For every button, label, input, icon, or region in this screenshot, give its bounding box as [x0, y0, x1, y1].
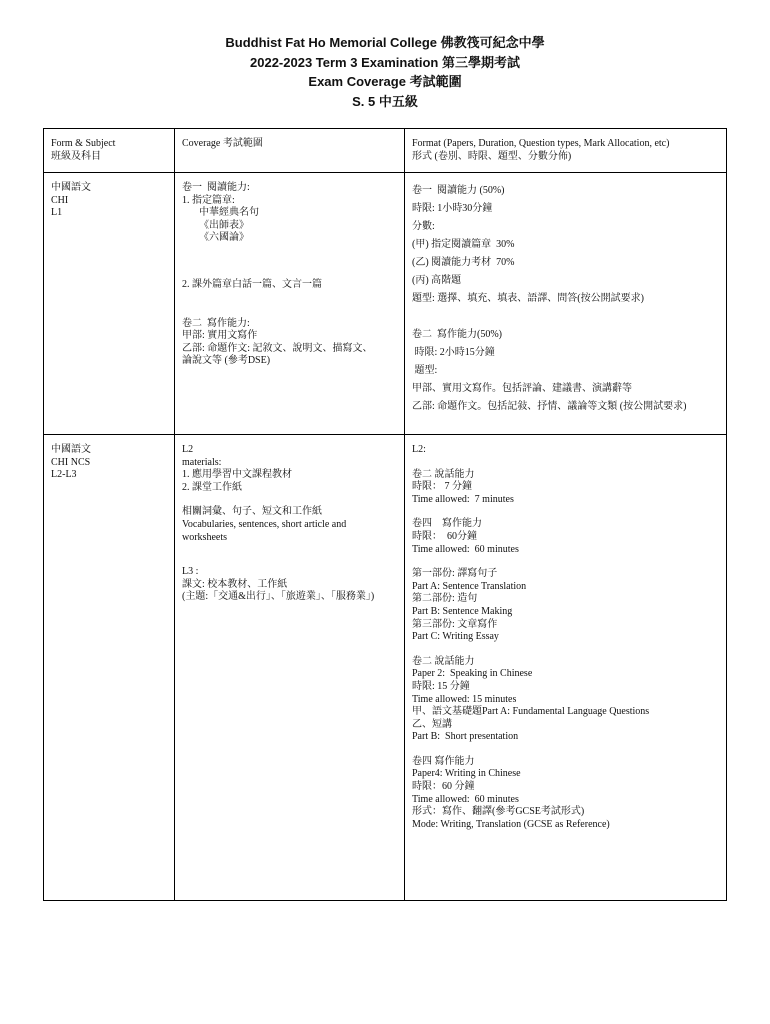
coverage-line: materials:	[182, 456, 222, 468]
coverage-title: Exam Coverage 考試範圍	[308, 74, 462, 89]
header-text: 形式 (卷別、時限、題型、分數分佈)	[412, 150, 572, 162]
format-line: Part C: Writing Essay	[412, 631, 499, 643]
format-line: 乙、短講	[412, 718, 452, 730]
coverage-line: 2. 課堂工作紙	[182, 481, 242, 493]
format-cell	[405, 435, 727, 901]
format-line: 第三部份: 文章寫作	[412, 618, 498, 630]
table-header-row	[44, 129, 727, 173]
subject-line: 中國語文	[51, 182, 91, 193]
format-line: 卷二 說話能力	[412, 468, 475, 480]
header-format	[405, 129, 727, 173]
format-line: Time allowed: 60 minutes	[412, 793, 519, 805]
coverage-line: 2. 課外篇章白話一篇、文言一篇	[182, 278, 322, 290]
format-line: Part B: Short presentation	[412, 731, 519, 743]
format-line: 甲部、實用文寫作。包括評論、建議書、演講辭等	[412, 383, 632, 394]
format-line: 時限: 1小時30分鐘	[412, 203, 493, 214]
format-line: L2:	[412, 444, 426, 455]
header-text: Format (Papers, Duration, Question types, Mark Allocation, etc)	[412, 138, 670, 149]
format-line: Paper 2: Speaking in Chinese	[412, 668, 533, 680]
school-name: Buddhist Fat Ho Memorial College 佛教筏可紀念中學	[225, 35, 545, 50]
table-row	[44, 435, 727, 901]
form-level: S. 5 中五級	[352, 93, 418, 109]
coverage-line: 乙部: 命題作文: 記敘文、說明文、描寫文、	[182, 342, 373, 354]
coverage-line: worksheets	[182, 531, 227, 543]
coverage-table	[43, 128, 727, 901]
subject-line: L2-L3	[51, 469, 77, 481]
header-text: Form & Subject	[51, 138, 116, 149]
coverage-line: 相關詞彙、句子、短文和工作紙	[182, 506, 322, 518]
coverage-line: 論說文等 (參考DSE)	[182, 355, 271, 367]
coverage-line: L3 :	[182, 566, 199, 578]
format-line: 卷二 寫作能力(50%)	[412, 329, 502, 340]
format-line: Paper4: Writing in Chinese	[412, 768, 521, 780]
header-text: Coverage 考試範圍	[182, 138, 263, 149]
format-line: Part B: Sentence Making	[412, 605, 513, 617]
format-cell	[405, 173, 727, 435]
format-line: 第二部份: 造句	[412, 593, 478, 605]
coverage-line: L2	[182, 444, 194, 455]
format-line: (乙) 閱讀能力考材 70%	[412, 257, 515, 268]
format-line: 題型:	[412, 365, 438, 376]
format-line: Time allowed: 15 minutes	[412, 693, 517, 705]
coverage-line: 課文: 校本教材、工作紙	[182, 578, 288, 590]
format-line: 時限：60 分鐘	[412, 781, 475, 793]
coverage-cell	[175, 435, 405, 901]
format-line: 卷四 寫作能力	[412, 755, 475, 767]
coverage-line: 中華經典名句	[199, 207, 259, 219]
format-line: 卷二 說話能力	[412, 655, 475, 667]
subject-cell	[44, 173, 175, 435]
header-text: 班級及科目	[51, 150, 101, 162]
subject-line: 中國語文	[51, 444, 91, 455]
format-line: Mode: Writing, Translation (GCSE as Reference)	[412, 818, 610, 830]
format-line: Time allowed: 60 minutes	[412, 543, 519, 555]
coverage-line: Vocabularies, sentences, short article and	[182, 518, 347, 530]
format-line: 卷一 閱讀能力 (50%)	[412, 185, 505, 196]
subject-line: L1	[51, 207, 63, 219]
header-coverage	[175, 129, 405, 173]
coverage-line: 《六國論》	[199, 232, 249, 244]
document-header	[0, 33, 770, 111]
format-line: 分數:	[412, 221, 435, 232]
exam-title: 2022-2023 Term 3 Examination 第三學期考試	[250, 54, 520, 70]
format-line: 乙部: 命題作文。包括記敍、抒情、議論等文類 (按公開試要求)	[412, 401, 687, 412]
table-row	[44, 173, 727, 435]
coverage-line: 《出師表》	[199, 219, 249, 231]
format-line: Part A: Sentence Translation	[412, 580, 527, 592]
format-line: 甲、語文基礎題Part A: Fundamental Language Questions	[412, 706, 650, 718]
coverage-cell	[175, 173, 405, 435]
format-line: 時限: 2小時15分鐘	[412, 347, 495, 358]
header-subject	[44, 129, 175, 173]
coverage-line: (主題:「交通&出行」、「旅遊業」、「服務業」)	[182, 591, 375, 603]
subject-line: CHI NCS	[51, 456, 91, 468]
coverage-line: 甲部: 實用文寫作	[182, 330, 258, 342]
format-line: (甲) 指定閱讀篇章 30%	[412, 239, 515, 250]
format-line: 第一部份: 譯寫句子	[412, 568, 498, 580]
coverage-line: 卷一 閱讀能力:	[182, 182, 250, 193]
format-line: 時限： 60分鐘	[412, 530, 477, 542]
format-line: 卷四 寫作能力	[412, 518, 482, 530]
subject-cell	[44, 435, 175, 901]
format-line: 題型: 選擇、填充、填表、語譯、問答(按公開試要求)	[412, 293, 644, 304]
format-line: 形式：寫作、翻譯(參考GCSE考試形式)	[412, 806, 585, 818]
subject-line: CHI	[51, 194, 69, 206]
coverage-line: 卷二 寫作能力:	[182, 317, 250, 329]
format-line: Time allowed: 7 minutes	[412, 493, 514, 505]
format-line: (丙) 高階題	[412, 275, 462, 286]
coverage-line: 1. 指定篇章:	[182, 194, 235, 206]
format-line: 時限： 7 分鐘	[412, 481, 472, 493]
format-line: 時限: 15 分鐘	[412, 680, 470, 692]
coverage-line: 1. 應用學習中文課程教材	[182, 469, 292, 481]
